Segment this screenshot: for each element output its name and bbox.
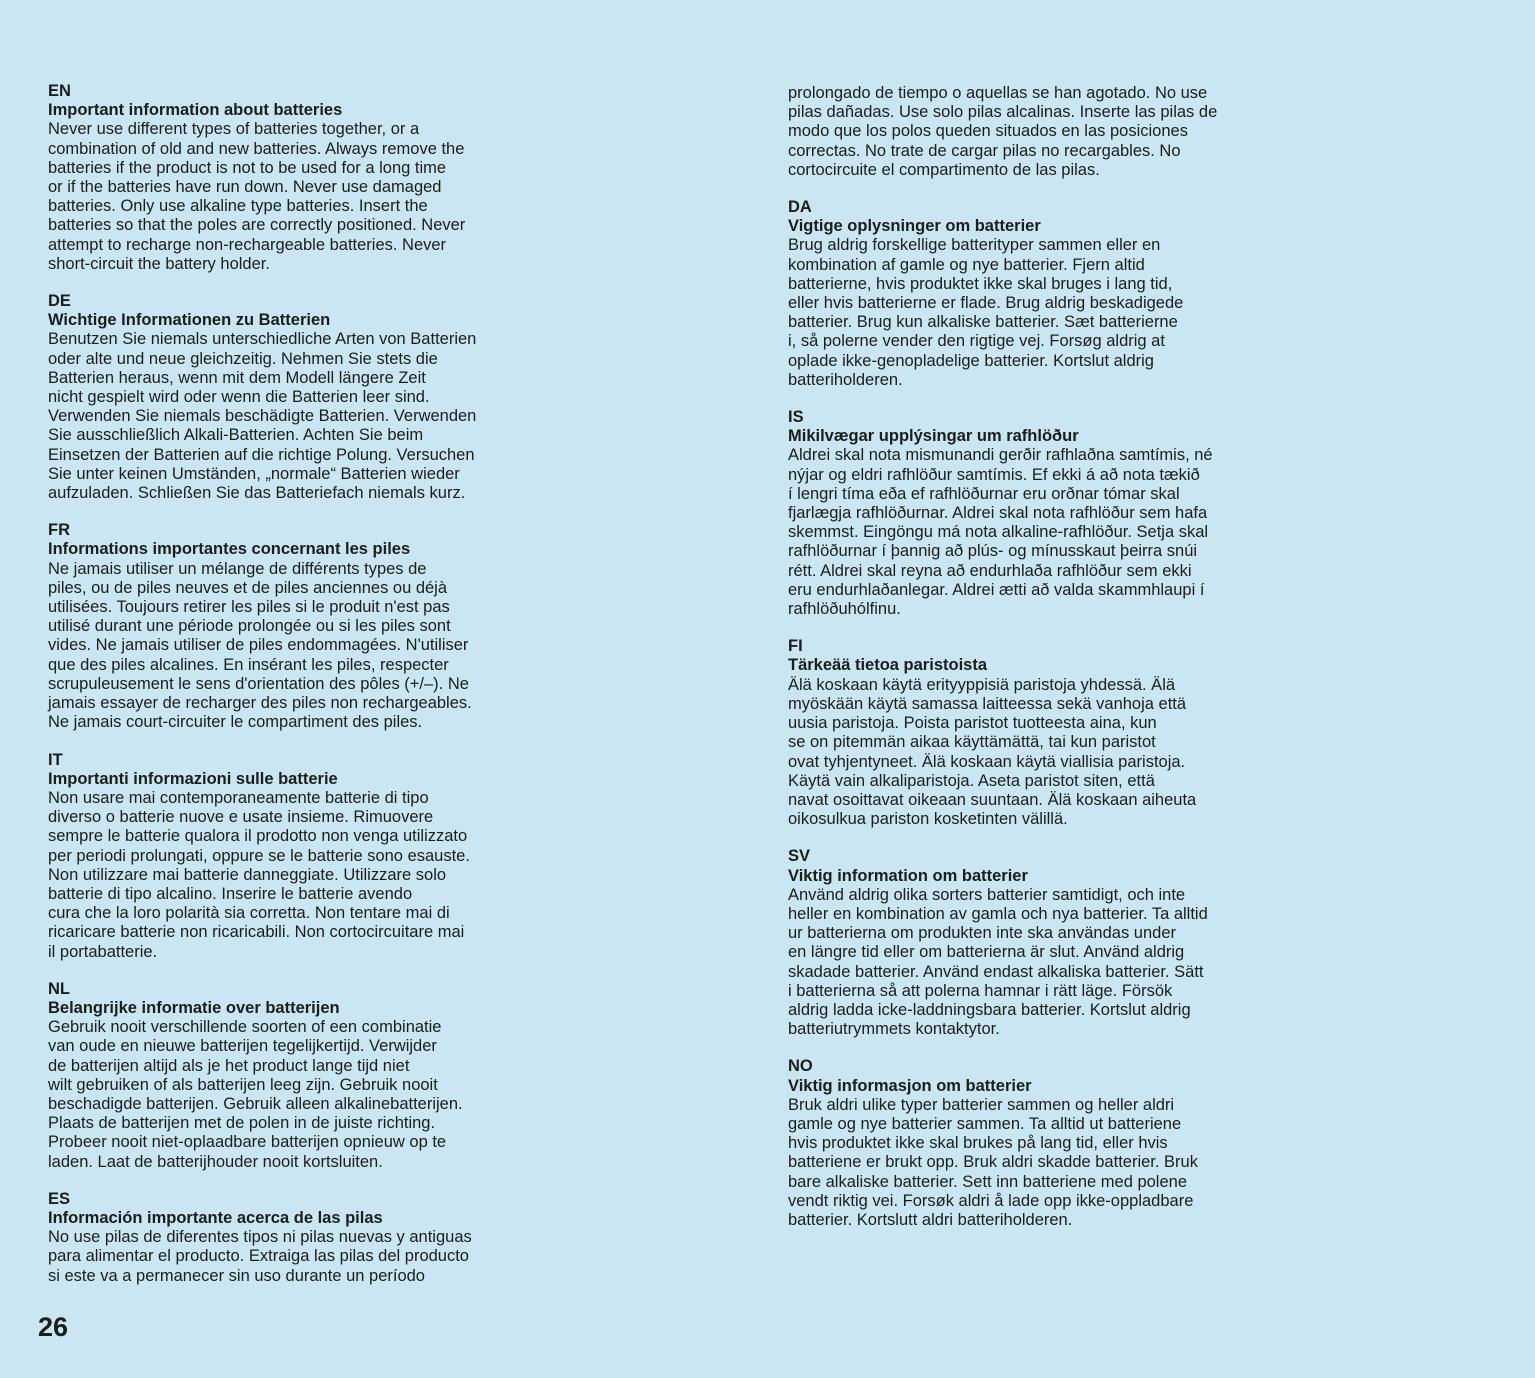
language-code: NL bbox=[48, 979, 70, 998]
section-body: Aldrei skal nota mismunandi gerðir rafhlaðna samtímis, né nýjar og eldri rafhlöður samtímis. Ef ekki á að nota tækið í lengri tíma eða ef rafhlöðurnar eru orðnar tómar skal fjarlægja rafhlöðurnar. Aldrei skal nota rafhlöður sem hafa skemmst. Eingöngu má nota alkaline-rafhlöður. Setja skal rafhlöðurnar í þannig að plús- og mínusskaut þeirra snúi rétt. Aldrei skal reyna að endurhlaða rafhlöður sem ekki eru endurhlaðanlegar. Aldrei ætti að valda skammhlaupi í rafhlöðuhólfinu. bbox=[788, 446, 1213, 619]
section-body-continued: prolongado de tiempo o aquellas se han agotado. No use pilas dañadas. Use solo pilas alcalinas. Inserte las pilas de modo que los polos queden situados en las posiciones correctas. No trate de cargar pilas no recargables. No cortocircuite el compartimento de las pilas. bbox=[788, 84, 1218, 179]
section-heading: Vigtige oplysninger om batterier bbox=[788, 217, 1041, 236]
section-de bbox=[48, 292, 528, 503]
left-column bbox=[48, 82, 528, 1304]
section-sv bbox=[788, 847, 1268, 1039]
section-body: Brug aldrig forskellige batterityper sammen eller en kombination af gamle og nye batterier. Fjern altid batterierne, hvis produktet ikke skal bruges i lang tid, eller hvis batterierne er flade. Brug aldrig beskadigede batterier. Brug kun alkaliske batterier. Sæt batterierne i, så polerne vender den rigtige vej. Forsøg aldrig at oplade ikke-genopladelige batterier. Kortslut aldrig batteriholderen. bbox=[788, 236, 1184, 389]
section-body: Never use different types of batteries together, or a combination of old and new batteries. Always remove the batteries if the product is not to be used for a long time or if the batteries have run down. Never use damaged batteries. Only use alkaline type batteries. Insert the batteries so that the poles are correctly positioned. Never attempt to recharge non-rechargeable batteries. Never short-circuit the battery holder. bbox=[48, 120, 466, 273]
language-code: IS bbox=[788, 408, 804, 427]
language-code: EN bbox=[48, 82, 71, 100]
section-no bbox=[788, 1057, 1268, 1230]
section-es bbox=[48, 1190, 528, 1286]
section-heading: Viktig information om batterier bbox=[788, 866, 1028, 885]
section-body: Använd aldrig olika sorters batterier samtidigt, och inte heller en kombination av gamla och nya batterier. Ta alltid ur batterierna om produkten inte ska användas under en längre tid eller om batterierna är slut. Använd aldrig skadade batterier. Använd endast alkaliska batterier. Sätt i batterierna så att polerna hamnar i rätt läge. Försök aldrig ladda icke-laddningsbara batterier. Kortslut aldrig batteriutrymmets kontaktytor. bbox=[788, 885, 1208, 1039]
page-number: 26 bbox=[38, 1312, 69, 1342]
section-es-continued bbox=[788, 84, 1268, 180]
language-code: ES bbox=[48, 1189, 71, 1208]
section-body: Gebruik nooit verschillende soorten of een combinatie van oude en nieuwe batterijen tegelijkertijd. Verwijder de batterijen altijd als je het product lange tijd niet wilt gebruiken of als batterijen leeg zijn. Gebruik nooit beschadigde batterijen. Gebruik alleen alkalinebatterijen. Plaats de batterijen met de polen in de juiste richting. Probeer nooit niet-oplaadbare batterijen opnieuw op te laden. Laat de batterijhouder nooit kortsluiten. bbox=[48, 1018, 463, 1171]
section-body: Bruk aldri ulike typer batterier sammen og heller aldri gamle og nye batterier sammen. Ta alltid ut batteriene hvis produktet ikke skal brukes på lang tid, eller hvis batteriene er brukt opp. Bruk aldri skadde batterier. Bruk bare alkaliske batterier. Sett inn batteriene med polene vendt riktig vei. Forsøk aldri å lade opp ikke-oppladbare batterier. Kortslutt aldri batteriholderen. bbox=[788, 1095, 1198, 1229]
language-code: FR bbox=[48, 521, 70, 540]
section-heading: Información importante acerca de las pilas bbox=[48, 1208, 383, 1227]
language-code: DE bbox=[48, 292, 71, 311]
section-heading: Tärkeää tietoa paristoista bbox=[788, 656, 987, 675]
section-body: Ne jamais utiliser un mélange de différents types de piles, ou de piles neuves et de piles anciennes ou déjà utilisées. Toujours retirer les piles si le produit n'est pas utilisé durant une période prolongée ou si les piles sont vides. Ne jamais utiliser de piles endommagées. N'utiliser que des piles alcalines. En insérant les piles, respecter scrupuleusement le sens d'orientation des pôles (+/–). Ne jamais essayer de recharger des piles non rechargeables. Ne jamais court-circuiter le compartiment des piles. bbox=[48, 559, 472, 732]
section-it bbox=[48, 751, 528, 962]
section-heading: Wichtige Informationen zu Batterien bbox=[48, 311, 331, 330]
section-heading: Importanti informazioni sulle batterie bbox=[48, 769, 338, 788]
section-fi bbox=[788, 637, 1268, 829]
language-code: NO bbox=[788, 1057, 813, 1076]
section-en bbox=[48, 82, 528, 274]
section-nl bbox=[48, 980, 528, 1172]
section-heading: Informations importantes concernant les piles bbox=[48, 540, 411, 559]
section-heading: Important information about batteries bbox=[48, 101, 343, 120]
section-is bbox=[788, 408, 1268, 619]
section-body: Non usare mai contemporaneamente batterie di tipo diverso o batterie nuove e usate insieme. Rimuovere sempre le batterie qualora il prodotto non venga utilizzato per periodi prolungati, oppure se le batterie sono esauste. Non utilizzare mai batterie danneggiate. Utilizzare solo batterie di tipo alcalino. Inserire le batterie avendo cura che la loro polarità sia corretta. Non tentare mai di ricaricare batterie non ricaricabili. Non cortocircuitare mai il portabatterie. bbox=[48, 788, 470, 961]
section-heading: Mikilvægar upplýsingar um rafhlöður bbox=[788, 427, 1079, 446]
right-column bbox=[788, 84, 1268, 1248]
section-heading: Viktig informasjon om batterier bbox=[788, 1076, 1032, 1095]
section-da bbox=[788, 198, 1268, 390]
section-body: No use pilas de diferentes tipos ni pilas nuevas y antiguas para alimentar el producto. Extraiga las pilas del producto si este va a permanecer sin uso durante un período bbox=[48, 1228, 472, 1285]
language-code: SV bbox=[788, 847, 811, 866]
section-heading: Belangrijke informatie over batterijen bbox=[48, 998, 340, 1017]
section-fr bbox=[48, 521, 528, 732]
language-code: DA bbox=[788, 198, 812, 217]
language-code: IT bbox=[48, 750, 63, 769]
section-body: Älä koskaan käytä erityyppisiä paristoja yhdessä. Älä myöskään käytä samassa laitteessa sekä vanhoja että uusia paristoja. Poista paristot tuotteesta aina, kun se on pitemmän aikaa käyttämättä, tai kun paristot ovat tyhjentyneet. Älä koskaan käytä viallisia paristoja. Käytä vain alkaliparistoja. Aseta paristot siten, että navat osoittavat oikeaan suuntaan. Älä koskaan aiheuta oikosulkua pariston kosketinten välillä. bbox=[788, 675, 1197, 829]
language-code: FI bbox=[788, 637, 803, 656]
section-body: Benutzen Sie niemals unterschiedliche Arten von Batterien oder alte und neue gleichzeitig. Nehmen Sie stets die Batterien heraus, wenn mit dem Modell längere Zeit nicht gespielt wird oder wenn die Batterien leer sind. Verwenden Sie niemals beschädigte Batterien. Verwenden Sie ausschließlich Alkali-Batterien. Achten Sie beim Einsetzen der Batterien auf die richtige Polung. Versuchen Sie unter keinen Umständen, „normale“ Batterien wieder aufzuladen. Schließen Sie das Batteriefach niemals kurz. bbox=[48, 330, 477, 503]
